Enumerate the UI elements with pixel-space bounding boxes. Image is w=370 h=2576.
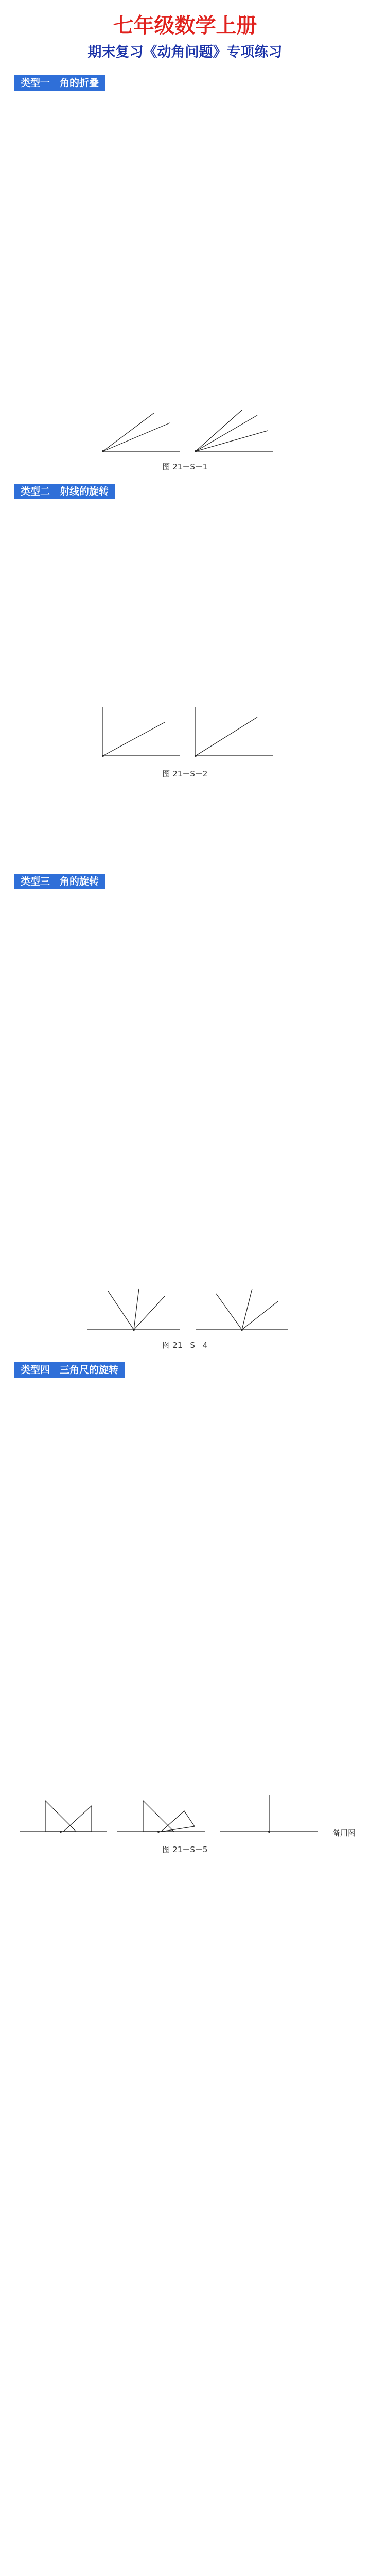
text-line — [14, 1133, 356, 1149]
text-line — [14, 631, 356, 647]
text-line — [14, 503, 356, 519]
text-line — [14, 2162, 356, 2178]
text-line — [14, 663, 356, 679]
text-line — [14, 207, 356, 223]
text-line — [14, 893, 356, 909]
section-angle-folding — [14, 70, 356, 472]
figure-21-s-4 — [14, 1281, 356, 1337]
text-line — [14, 1573, 356, 1589]
section-header: 类型三 角的旋转 — [14, 874, 105, 889]
figure-21-s-2 — [14, 699, 356, 766]
text-line — [14, 799, 356, 815]
text-line — [14, 191, 356, 207]
problem-text-block — [14, 95, 356, 398]
text-line — [14, 2050, 356, 2066]
text-line — [14, 1510, 356, 1526]
text-line — [14, 1117, 356, 1133]
section-header: 类型一 角的折叠 — [14, 75, 105, 91]
text-line — [14, 1526, 356, 1541]
text-line — [14, 1085, 356, 1101]
text-line — [14, 599, 356, 615]
text-line — [14, 1701, 356, 1717]
text-line — [14, 679, 356, 695]
text-line — [14, 1197, 356, 1213]
section-header: 类型二 射线的旋转 — [14, 484, 115, 499]
problem-text-block — [14, 503, 356, 695]
text-line — [14, 1181, 356, 1197]
text-line — [14, 95, 356, 111]
text-line — [14, 989, 356, 1005]
section-ray-rotation — [14, 479, 356, 862]
text-line — [14, 2130, 356, 2146]
text-line — [14, 1165, 356, 1181]
text-line — [14, 1938, 356, 1954]
section-header: 类型四 三角尺的旋转 — [14, 1362, 125, 1378]
figure-21-s-5 — [14, 1785, 356, 1842]
text-line — [14, 1069, 356, 1085]
text-line — [14, 1494, 356, 1510]
text-line — [14, 1906, 356, 1922]
spare-figure-label: 备用图 — [332, 1828, 356, 1838]
text-line — [14, 831, 356, 846]
text-line — [14, 270, 356, 286]
text-line — [14, 318, 356, 334]
text-line — [14, 1890, 356, 1906]
set-square-diagrams — [14, 1785, 323, 1842]
text-line — [14, 846, 356, 862]
problem-text-block — [14, 893, 356, 1277]
text-line — [14, 583, 356, 599]
section-set-square-rotation — [14, 1357, 356, 2210]
text-line — [14, 2018, 356, 2034]
text-line — [14, 2066, 356, 2082]
text-line — [14, 2002, 356, 2018]
text-line — [14, 783, 356, 799]
text-line — [14, 1557, 356, 1573]
text-line — [14, 2178, 356, 2194]
text-line — [14, 1954, 356, 1970]
figure-caption: 图 21－S－4 — [162, 1341, 208, 1350]
text-line — [14, 143, 356, 159]
text-line — [14, 1430, 356, 1446]
text-line — [14, 1653, 356, 1669]
text-line — [14, 286, 356, 302]
text-line — [14, 255, 356, 270]
text-line — [14, 925, 356, 941]
text-line — [14, 302, 356, 318]
text-line — [14, 1541, 356, 1557]
text-line — [14, 1765, 356, 1781]
text-line — [14, 1589, 356, 1605]
text-line — [14, 1478, 356, 1494]
section-angle-rotation — [14, 869, 356, 1351]
text-line — [14, 1970, 356, 1986]
text-line — [14, 1261, 356, 1277]
text-line — [14, 111, 356, 127]
text-line — [14, 1213, 356, 1229]
text-line — [14, 334, 356, 350]
text-line — [14, 1685, 356, 1701]
text-line — [14, 1446, 356, 1462]
text-line — [14, 567, 356, 583]
text-line — [14, 127, 356, 143]
text-line — [14, 2098, 356, 2114]
text-line — [14, 239, 356, 255]
text-line — [14, 1669, 356, 1685]
text-line — [14, 1733, 356, 1749]
text-line — [14, 2082, 356, 2098]
text-line — [14, 1245, 356, 1261]
text-line — [14, 1621, 356, 1637]
text-line — [14, 2114, 356, 2130]
text-line — [14, 1037, 356, 1053]
text-line — [14, 941, 356, 957]
text-line — [14, 957, 356, 973]
text-line — [14, 382, 356, 398]
text-line — [14, 1986, 356, 2002]
text-line — [14, 1398, 356, 1414]
page-subtitle: 期末复习《动角问题》专项练习 — [87, 44, 283, 60]
solution-text-block — [14, 1858, 356, 2210]
ray-rotation-diagrams — [93, 699, 278, 766]
text-line — [14, 1462, 356, 1478]
solution-text-block — [14, 783, 356, 862]
text-line — [14, 2034, 356, 2050]
text-line — [14, 1005, 356, 1021]
text-line — [14, 1021, 356, 1037]
text-line — [14, 2146, 356, 2162]
text-line — [14, 1874, 356, 1890]
text-line — [14, 350, 356, 366]
figure-21-s-1 — [14, 402, 356, 459]
text-line — [14, 535, 356, 551]
text-line — [14, 1858, 356, 1874]
text-line — [14, 615, 356, 631]
figure-caption: 图 21－S－1 — [162, 462, 208, 471]
text-line — [14, 2194, 356, 2210]
angle-rotation-diagrams — [77, 1281, 293, 1337]
text-line — [14, 1717, 356, 1733]
figure-caption: 图 21－S－2 — [162, 769, 208, 778]
problem-text-block — [14, 1382, 356, 1781]
text-line — [14, 1605, 356, 1621]
text-line — [14, 1053, 356, 1069]
text-line — [14, 159, 356, 175]
text-line — [14, 1749, 356, 1765]
text-line — [14, 1414, 356, 1430]
text-line — [14, 175, 356, 191]
text-line — [14, 1922, 356, 1938]
text-line — [14, 1382, 356, 1398]
text-line — [14, 647, 356, 663]
text-line — [14, 366, 356, 382]
figure-caption: 图 21－S－5 — [162, 1845, 208, 1854]
text-line — [14, 973, 356, 989]
text-line — [14, 223, 356, 239]
folded-angle-diagrams — [93, 402, 278, 459]
text-line — [14, 1101, 356, 1117]
text-line — [14, 519, 356, 535]
text-line — [14, 1637, 356, 1653]
text-line — [14, 1149, 356, 1165]
text-line — [14, 815, 356, 831]
page-title: 七年级数学上册 — [113, 14, 257, 38]
text-line — [14, 1229, 356, 1245]
text-line — [14, 909, 356, 925]
text-line — [14, 551, 356, 567]
